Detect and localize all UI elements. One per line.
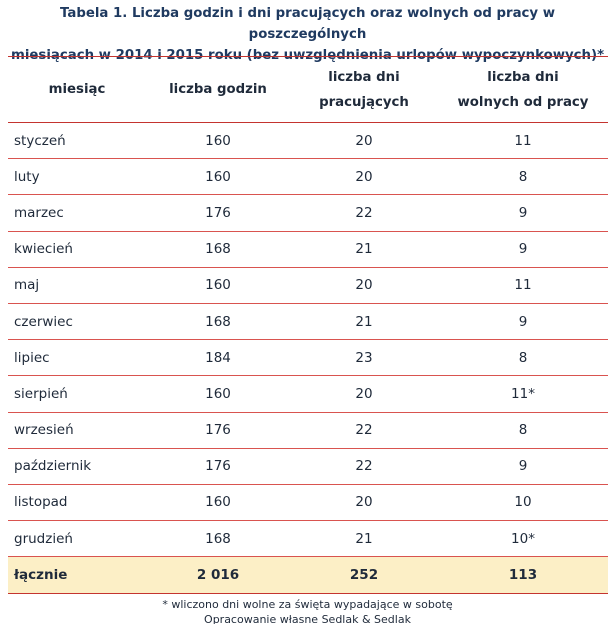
table-row <box>8 195 608 231</box>
table-row <box>8 413 608 449</box>
hours-cell: 160 <box>205 168 231 185</box>
hours-cell: 184 <box>205 349 231 366</box>
free-days-cell: 10 <box>514 494 532 511</box>
free-days-cell: 8 <box>518 422 528 439</box>
header-working-days-line-2: pracujących <box>319 94 409 110</box>
table-row <box>8 449 608 485</box>
working-days-cell: 21 <box>355 530 373 547</box>
table-row <box>8 340 608 376</box>
hours-cell: 160 <box>205 494 231 511</box>
hours-cell: 160 <box>205 385 231 402</box>
footnote: * wliczono dni wolne za święta wypadające w sobotę <box>162 598 453 611</box>
hours-cell: 168 <box>205 241 231 258</box>
hours-cell: 160 <box>205 132 231 149</box>
hours-cell: 176 <box>205 204 231 221</box>
working-days-cell: 23 <box>355 349 373 366</box>
table-row <box>8 485 608 521</box>
working-days-cell: 22 <box>355 422 373 439</box>
hours-cell: 160 <box>205 277 231 294</box>
table-row <box>8 268 608 304</box>
month-cell: czerwiec <box>14 313 73 330</box>
total-row <box>8 557 608 594</box>
header-hours: liczba godzin <box>169 82 267 97</box>
month-cell: grudzień <box>14 530 73 547</box>
table-row <box>8 159 608 195</box>
header-working-days <box>290 65 438 115</box>
table-row <box>8 521 608 557</box>
free-days-cell: 9 <box>518 241 528 258</box>
working-days-cell: 20 <box>355 494 373 511</box>
free-days-cell: 8 <box>518 168 528 185</box>
table-row <box>8 123 608 159</box>
hours-cell: 168 <box>205 313 231 330</box>
free-days-cell: 10* <box>511 530 535 547</box>
table-row <box>8 376 608 412</box>
month-cell: marzec <box>14 204 64 221</box>
month-cell: kwiecień <box>14 241 73 258</box>
month-cell: wrzesień <box>14 422 74 439</box>
working-days-cell: 20 <box>355 385 373 402</box>
working-days-cell: 20 <box>355 277 373 294</box>
table-header-row <box>8 57 608 123</box>
source-note: Opracowanie własne Sedlak & Sedlak <box>204 612 411 624</box>
table-row <box>8 232 608 268</box>
free-days-cell: 11 <box>514 132 532 149</box>
hours-cell: 168 <box>205 530 231 547</box>
hours-cell: 176 <box>205 422 231 439</box>
header-free-days-line-2: wolnych od pracy <box>457 94 589 110</box>
month-cell: październik <box>14 458 92 475</box>
month-cell: maj <box>14 277 40 294</box>
free-days-cell: 11 <box>514 277 532 294</box>
free-days-cell: 9 <box>518 458 528 475</box>
working-days-cell: 21 <box>355 241 373 258</box>
table-footer <box>0 598 615 624</box>
month-cell: listopad <box>14 494 68 511</box>
working-days-cell: 22 <box>355 458 373 475</box>
working-days-cell: 20 <box>355 132 373 149</box>
working-days-cell: 22 <box>355 204 373 221</box>
header-free-days-line-1: liczba dni <box>487 69 559 85</box>
month-cell: lipiec <box>14 349 50 366</box>
table-title-line-1: Tabela 1. Liczba godzin i dni pracujących oraz wolnych od pracy w poszczególnych <box>59 6 556 42</box>
free-days-cell: 9 <box>518 204 528 221</box>
hours-cell: 176 <box>205 458 231 475</box>
month-cell: luty <box>14 168 40 185</box>
month-cell: styczeń <box>14 132 66 149</box>
header-working-days-line-1: liczba dni <box>328 69 400 85</box>
total-working-days: 252 <box>349 567 379 583</box>
table-title-line-2: miesiącach w 2014 i 2015 roku (bez uwzględnienia urlopów wypoczynkowych)* <box>10 48 605 63</box>
header-free-days <box>438 65 608 115</box>
total-free-days: 113 <box>508 567 538 583</box>
free-days-cell: 9 <box>518 313 528 330</box>
free-days-cell: 11* <box>511 385 535 402</box>
table-row <box>8 304 608 340</box>
hours-days-table <box>8 56 608 594</box>
total-hours: 2 016 <box>196 567 240 583</box>
working-days-cell: 21 <box>355 313 373 330</box>
working-days-cell: 20 <box>355 168 373 185</box>
free-days-cell: 8 <box>518 349 528 366</box>
month-cell: sierpień <box>14 385 68 402</box>
total-label: łącznie <box>14 567 68 583</box>
header-month: miesiąc <box>48 82 106 97</box>
